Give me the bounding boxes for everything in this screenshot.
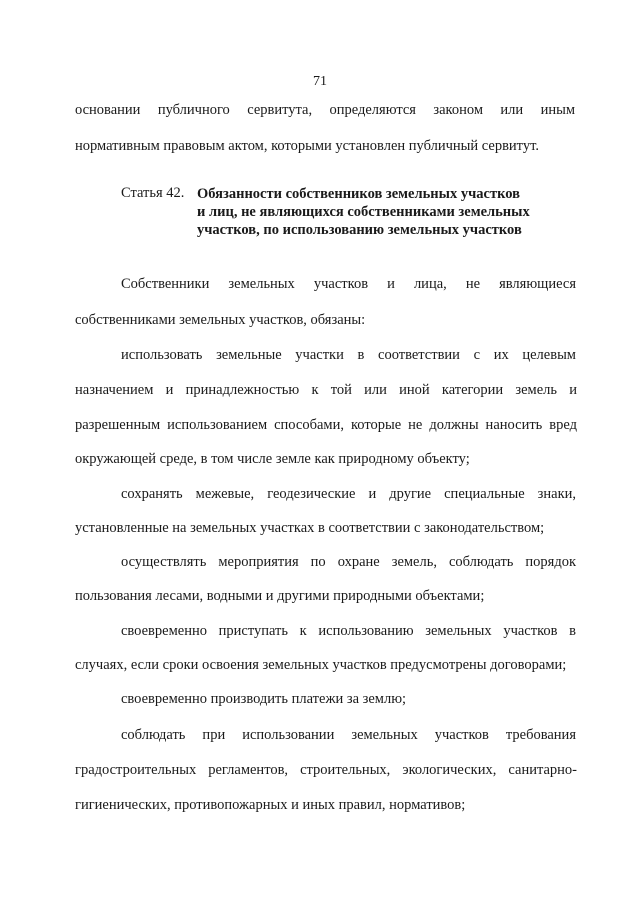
list-item-2-line-1: сохранять межевые, геодезические и другие специальные знаки,: [121, 486, 576, 502]
list-item-1-line-2: назначением и принадлежностью к той или иной категории земель и: [75, 382, 577, 398]
lead-line-2: собственниками земельных участков, обязаны:: [75, 312, 366, 328]
list-item-5-line-1: своевременно производить платежи за землю;: [121, 691, 407, 707]
list-item-3-line-2: пользования лесами, водными и другими природными объектами;: [75, 588, 485, 604]
article-title-line-3: участков, по использованию земельных участков: [197, 222, 522, 238]
list-item-6-line-2: градостроительных регламентов, строительных, экологических, санитарно-: [75, 762, 577, 778]
list-item-4-line-1: своевременно приступать к использованию земельных участков в: [121, 623, 576, 639]
lead-line-1: Собственники земельных участков и лица, не являющиеся: [121, 276, 576, 292]
list-item-1-line-1: использовать земельные участки в соответствии с их целевым: [121, 347, 576, 363]
list-item-6-line-1: соблюдать при использовании земельных участков требования: [121, 727, 576, 743]
list-item-1-line-4: окружающей среде, в том числе земле как природному объекту;: [75, 451, 470, 467]
list-item-3-line-1: осуществлять мероприятия по охране земель, соблюдать порядок: [121, 554, 576, 570]
page-number: 71: [313, 74, 327, 89]
list-item-6-line-3: гигиенических, противопожарных и иных правил, нормативов;: [75, 797, 466, 813]
list-item-4-line-2: случаях, если сроки освоения земельных участков предусмотрены договорами;: [75, 657, 567, 673]
list-item-1-line-3: разрешенным использованием способами, которые не должны наносить вред: [75, 417, 577, 433]
article-title-line-1: Обязанности собственников земельных участков: [197, 186, 520, 202]
list-item-2-line-2: установленные на земельных участках в соответствии с законодательством;: [75, 520, 545, 536]
intro-line-1: основании публичного сервитута, определяются законом или иным: [75, 102, 575, 118]
article-label: Статья 42.: [121, 185, 185, 201]
intro-line-2: нормативным правовым актом, которыми установлен публичный сервитут.: [75, 138, 539, 154]
article-title: [197, 185, 530, 239]
article-title-line-2: и лиц, не являющихся собственниками земельных: [197, 204, 530, 220]
